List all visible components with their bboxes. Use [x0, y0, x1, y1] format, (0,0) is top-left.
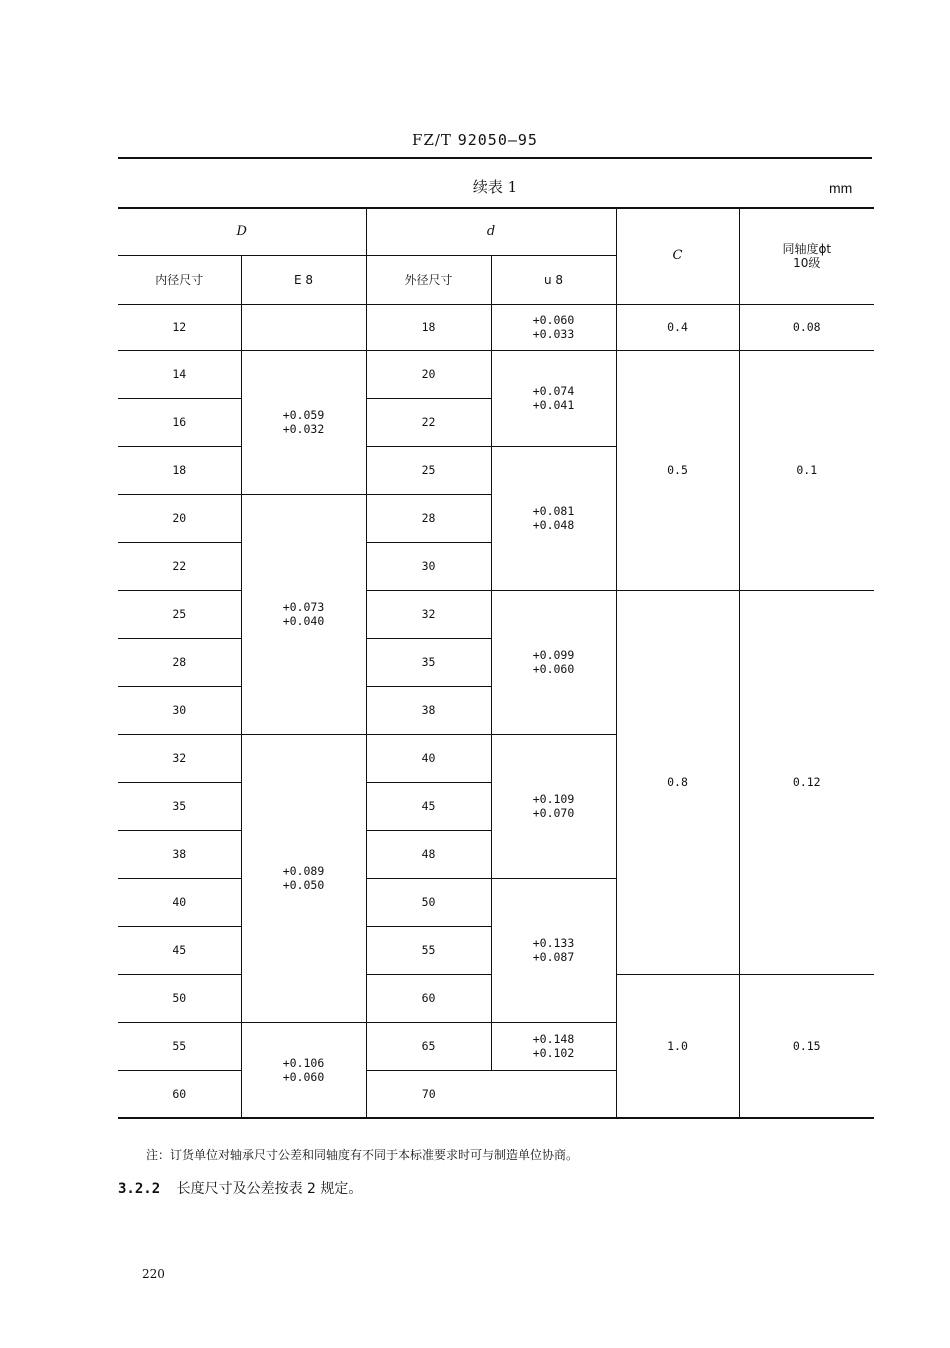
column-header-u8: u 8 [491, 255, 616, 304]
u8-tolerance-cell [491, 590, 616, 734]
lower-deviation: +0.102 [532, 1046, 575, 1060]
outer-diameter-cell: 70 [366, 1070, 491, 1118]
upper-deviation: +0.099 [532, 648, 575, 662]
lower-deviation: +0.032 [282, 422, 325, 436]
inner-diameter-cell: 14 [118, 350, 241, 398]
outer-diameter-cell: 30 [366, 542, 491, 590]
table-note: 注：订货单位对轴承尺寸公差和同轴度有不同于本标准要求时可与制造单位协商。 [146, 1148, 579, 1162]
lower-deviation: +0.040 [282, 614, 325, 628]
coaxiality-cell: 0.12 [739, 590, 874, 974]
lower-deviation: +0.033 [532, 327, 575, 341]
outer-diameter-cell: 45 [366, 782, 491, 830]
chamfer-C-cell: 0.4 [616, 304, 739, 350]
lower-deviation: +0.087 [532, 950, 575, 964]
E8-tolerance-cell [241, 734, 366, 1022]
inner-diameter-cell: 50 [118, 974, 241, 1022]
u8-tolerance-cell [491, 878, 616, 1022]
coaxiality-cell: 0.08 [739, 304, 874, 350]
inner-diameter-cell: 35 [118, 782, 241, 830]
upper-deviation: +0.133 [532, 936, 575, 950]
column-header-inner: 内径尺寸 [118, 255, 241, 304]
outer-diameter-cell: 50 [366, 878, 491, 926]
clause-text: 长度尺寸及公差按表 2 规定。 [176, 1181, 363, 1197]
outer-diameter-cell: 18 [366, 304, 491, 350]
chamfer-C-cell: 0.8 [616, 590, 739, 974]
inner-diameter-cell: 16 [118, 398, 241, 446]
u8-tolerance-cell [491, 446, 616, 590]
E8-tolerance-cell [241, 1022, 366, 1118]
inner-diameter-cell: 38 [118, 830, 241, 878]
inner-diameter-cell: 30 [118, 686, 241, 734]
outer-diameter-cell: 25 [366, 446, 491, 494]
outer-diameter-cell: 28 [366, 494, 491, 542]
outer-diameter-cell: 22 [366, 398, 491, 446]
outer-diameter-cell: 65 [366, 1022, 491, 1070]
inner-diameter-cell: 25 [118, 590, 241, 638]
group-header-D: D [118, 208, 366, 255]
upper-deviation: +0.089 [282, 864, 325, 878]
lower-deviation: +0.070 [532, 806, 575, 820]
lower-deviation: +0.060 [532, 662, 575, 676]
outer-diameter-cell: 60 [366, 974, 491, 1022]
inner-diameter-cell: 55 [118, 1022, 241, 1070]
outer-diameter-cell: 40 [366, 734, 491, 782]
upper-deviation: +0.106 [282, 1055, 325, 1070]
E8-tolerance-cell-empty [241, 304, 366, 350]
coaxiality-header-line2: 10级 [793, 256, 821, 271]
table-row [118, 350, 874, 398]
u8-tolerance-cell [491, 734, 616, 878]
bearing-tolerance-table [118, 207, 874, 1119]
lower-deviation: +0.041 [532, 398, 575, 412]
E8-tolerance-cell [241, 494, 366, 734]
standard-code-number: 92050—95 [457, 131, 538, 149]
E8-tolerance-cell [241, 350, 366, 494]
column-header-coaxiality [739, 208, 874, 304]
lower-deviation: +0.060 [282, 1069, 325, 1084]
column-header-E8: E 8 [241, 255, 366, 304]
inner-diameter-cell: 40 [118, 878, 241, 926]
clause-3-2-2 [118, 1178, 362, 1198]
outer-diameter-cell: 20 [366, 350, 491, 398]
clause-number: 3.2.2 [118, 1181, 161, 1197]
upper-deviation: +0.074 [532, 384, 575, 398]
inner-diameter-cell: 45 [118, 926, 241, 974]
upper-deviation: +0.060 [532, 313, 575, 327]
outer-diameter-cell: 35 [366, 638, 491, 686]
u8-tolerance-cell [491, 1022, 616, 1070]
table-row [118, 304, 874, 350]
outer-diameter-cell: 38 [366, 686, 491, 734]
u8-tolerance-cell [491, 304, 616, 350]
chamfer-C-cell: 1.0 [616, 974, 739, 1118]
upper-deviation: +0.148 [532, 1032, 575, 1046]
column-header-C: C [616, 208, 739, 304]
inner-diameter-cell: 60 [118, 1070, 241, 1118]
inner-diameter-cell: 12 [118, 304, 241, 350]
table-header-row [118, 208, 874, 255]
inner-diameter-cell: 18 [118, 446, 241, 494]
upper-deviation: +0.073 [282, 600, 325, 614]
outer-diameter-cell: 32 [366, 590, 491, 638]
upper-deviation: +0.081 [532, 504, 575, 518]
upper-deviation: +0.109 [532, 792, 575, 806]
inner-diameter-cell: 28 [118, 638, 241, 686]
outer-diameter-cell: 55 [366, 926, 491, 974]
lower-deviation: +0.048 [532, 518, 575, 532]
group-header-d: d [366, 208, 616, 255]
outer-diameter-cell: 48 [366, 830, 491, 878]
inner-diameter-cell: 20 [118, 494, 241, 542]
coaxiality-cell: 0.15 [739, 974, 874, 1118]
header-rule [118, 157, 872, 159]
upper-deviation: +0.059 [282, 408, 325, 422]
table-unit: mm [829, 180, 853, 196]
standard-code-prefix: FZ/T [412, 131, 452, 149]
lower-deviation: +0.050 [282, 878, 325, 892]
page-number: 220 [142, 1267, 165, 1281]
table-row [118, 590, 874, 638]
standard-code-header [0, 131, 950, 149]
inner-diameter-cell: 32 [118, 734, 241, 782]
table-caption: 续表 1 [472, 178, 518, 196]
column-header-outer: 外径尺寸 [366, 255, 491, 304]
coaxiality-header-line1: 同轴度ϕt [782, 242, 832, 257]
coaxiality-cell: 0.1 [739, 350, 874, 590]
chamfer-C-cell: 0.5 [616, 350, 739, 590]
u8-tolerance-cell [491, 350, 616, 446]
inner-diameter-cell: 22 [118, 542, 241, 590]
